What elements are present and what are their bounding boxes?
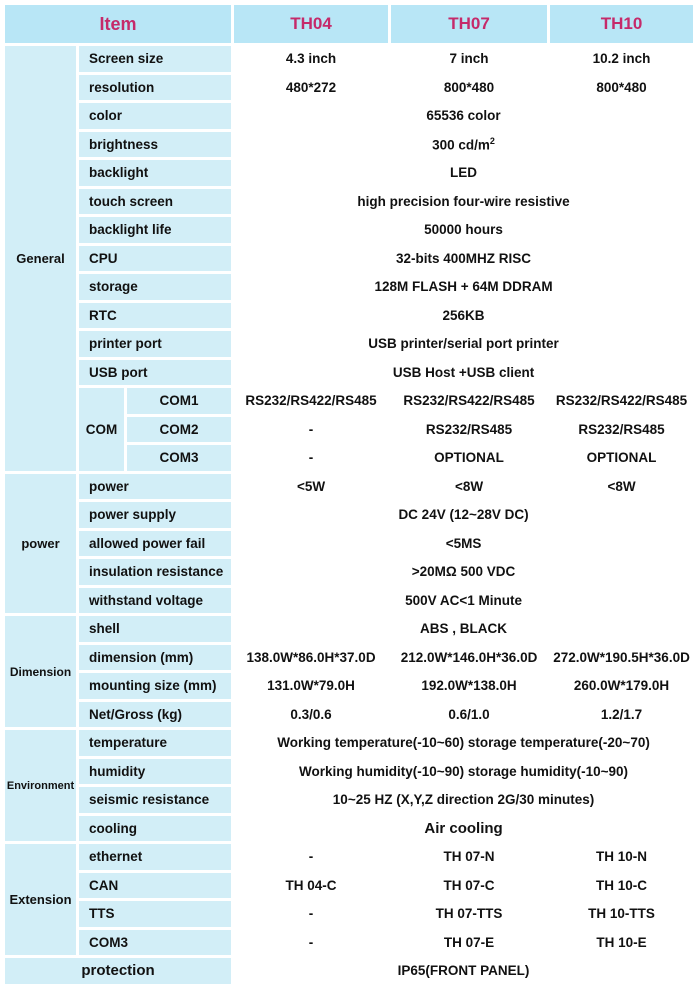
row-label: CAN [79, 873, 231, 899]
row-label: power supply [79, 502, 231, 528]
cell-value: USB Host +USB client [234, 360, 693, 386]
row-label: seismic resistance [79, 787, 231, 813]
cell-value: 10~25 HZ (X,Y,Z direction 2G/30 minutes) [234, 787, 693, 813]
row-label: COM3 [79, 930, 231, 956]
cell-value: >20MΩ 500 VDC [234, 559, 693, 585]
cell-value: 192.0W*138.0H [391, 673, 547, 699]
row-label: mounting size (mm) [79, 673, 231, 699]
category-dimension: Dimension [5, 616, 76, 727]
cell-value: - [234, 417, 388, 443]
cell-value: 4.3 inch [234, 46, 388, 72]
cell-value: <5W [234, 474, 388, 500]
cell-value: 0.6/1.0 [391, 702, 547, 728]
cell-value: 128M FLASH + 64M DDRAM [234, 274, 693, 300]
cell-value [234, 132, 693, 158]
row-label: shell [79, 616, 231, 642]
row-label: resolution [79, 75, 231, 101]
cell-value: TH 07-E [391, 930, 547, 956]
row-label: dimension (mm) [79, 645, 231, 671]
row-label: Screen size [79, 46, 231, 72]
cell-value: <8W [391, 474, 547, 500]
cell-value: USB printer/serial port printer [234, 331, 693, 357]
cell-value: 65536 color [234, 103, 693, 129]
row-label: backlight [79, 160, 231, 186]
row-label: brightness [79, 132, 231, 158]
cell-value: TH 10-N [550, 844, 693, 870]
cell-value: 131.0W*79.0H [234, 673, 388, 699]
cell-value: IP65(FRONT PANEL) [234, 958, 693, 984]
row-label: touch screen [79, 189, 231, 215]
cell-value: 800*480 [550, 75, 693, 101]
protection-label: protection [5, 958, 231, 984]
row-label: storage [79, 274, 231, 300]
cell-value: RS232/RS485 [550, 417, 693, 443]
cell-value: <8W [550, 474, 693, 500]
cell-value: 800*480 [391, 75, 547, 101]
brightness-value: 300 cd/m [432, 137, 490, 153]
header-th07: TH07 [391, 5, 547, 43]
row-label: COM3 [127, 445, 231, 471]
row-label: TTS [79, 901, 231, 927]
cell-value: 272.0W*190.5H*36.0D [550, 645, 693, 671]
com-group-label: COM [79, 388, 124, 471]
cell-value: RS232/RS485 [391, 417, 547, 443]
cell-value: TH 07-TTS [391, 901, 547, 927]
row-label: power [79, 474, 231, 500]
cell-value: OPTIONAL [550, 445, 693, 471]
cell-value: - [234, 844, 388, 870]
cell-value: <5MS [234, 531, 693, 557]
header-th04: TH04 [234, 5, 388, 43]
cell-value: RS232/RS422/RS485 [391, 388, 547, 414]
spec-table [2, 2, 695, 987]
cell-value: 7 inch [391, 46, 547, 72]
cell-value: Air cooling [234, 816, 693, 842]
cell-value: TH 10-TTS [550, 901, 693, 927]
cell-value: 260.0W*179.0H [550, 673, 693, 699]
cell-value: 1.2/1.7 [550, 702, 693, 728]
cell-value: TH 07-C [391, 873, 547, 899]
category-general: General [5, 46, 76, 471]
row-label: USB port [79, 360, 231, 386]
category-power: power [5, 474, 76, 614]
row-label: printer port [79, 331, 231, 357]
row-label: cooling [79, 816, 231, 842]
cell-value: 32-bits 400MHZ RISC [234, 246, 693, 272]
cell-value: OPTIONAL [391, 445, 547, 471]
row-label: ethernet [79, 844, 231, 870]
cell-value: Working humidity(-10~90) storage humidity(-10~90) [234, 759, 693, 785]
row-label: RTC [79, 303, 231, 329]
row-label: COM1 [127, 388, 231, 414]
cell-value: RS232/RS422/RS485 [550, 388, 693, 414]
cell-value: - [234, 930, 388, 956]
superscript: 2 [489, 136, 495, 146]
cell-value: 0.3/0.6 [234, 702, 388, 728]
cell-value: TH 07-N [391, 844, 547, 870]
header-item: Item [5, 5, 231, 43]
row-label: insulation resistance [79, 559, 231, 585]
cell-value: - [234, 445, 388, 471]
cell-value: DC 24V (12~28V DC) [234, 502, 693, 528]
cell-value: TH 10-E [550, 930, 693, 956]
category-extension: Extension [5, 844, 76, 955]
row-label: COM2 [127, 417, 231, 443]
cell-value: LED [234, 160, 693, 186]
row-label: CPU [79, 246, 231, 272]
cell-value: RS232/RS422/RS485 [234, 388, 388, 414]
cell-value: 138.0W*86.0H*37.0D [234, 645, 388, 671]
row-label: temperature [79, 730, 231, 756]
cell-value: 50000 hours [234, 217, 693, 243]
cell-value: TH 04-C [234, 873, 388, 899]
cell-value: TH 10-C [550, 873, 693, 899]
row-label: withstand voltage [79, 588, 231, 614]
cell-value: 256KB [234, 303, 693, 329]
cell-value: 500V AC<1 Minute [234, 588, 693, 614]
cell-value: - [234, 901, 388, 927]
cell-value: 10.2 inch [550, 46, 693, 72]
header-th10: TH10 [550, 5, 693, 43]
row-label: backlight life [79, 217, 231, 243]
cell-value: high precision four-wire resistive [234, 189, 693, 215]
cell-value: 212.0W*146.0H*36.0D [391, 645, 547, 671]
category-environment: Environment [5, 730, 76, 841]
row-label: color [79, 103, 231, 129]
row-label: Net/Gross (kg) [79, 702, 231, 728]
cell-value: ABS , BLACK [234, 616, 693, 642]
row-label: humidity [79, 759, 231, 785]
row-label: allowed power fail [79, 531, 231, 557]
cell-value: Working temperature(-10~60) storage temperature(-20~70) [234, 730, 693, 756]
cell-value: 480*272 [234, 75, 388, 101]
